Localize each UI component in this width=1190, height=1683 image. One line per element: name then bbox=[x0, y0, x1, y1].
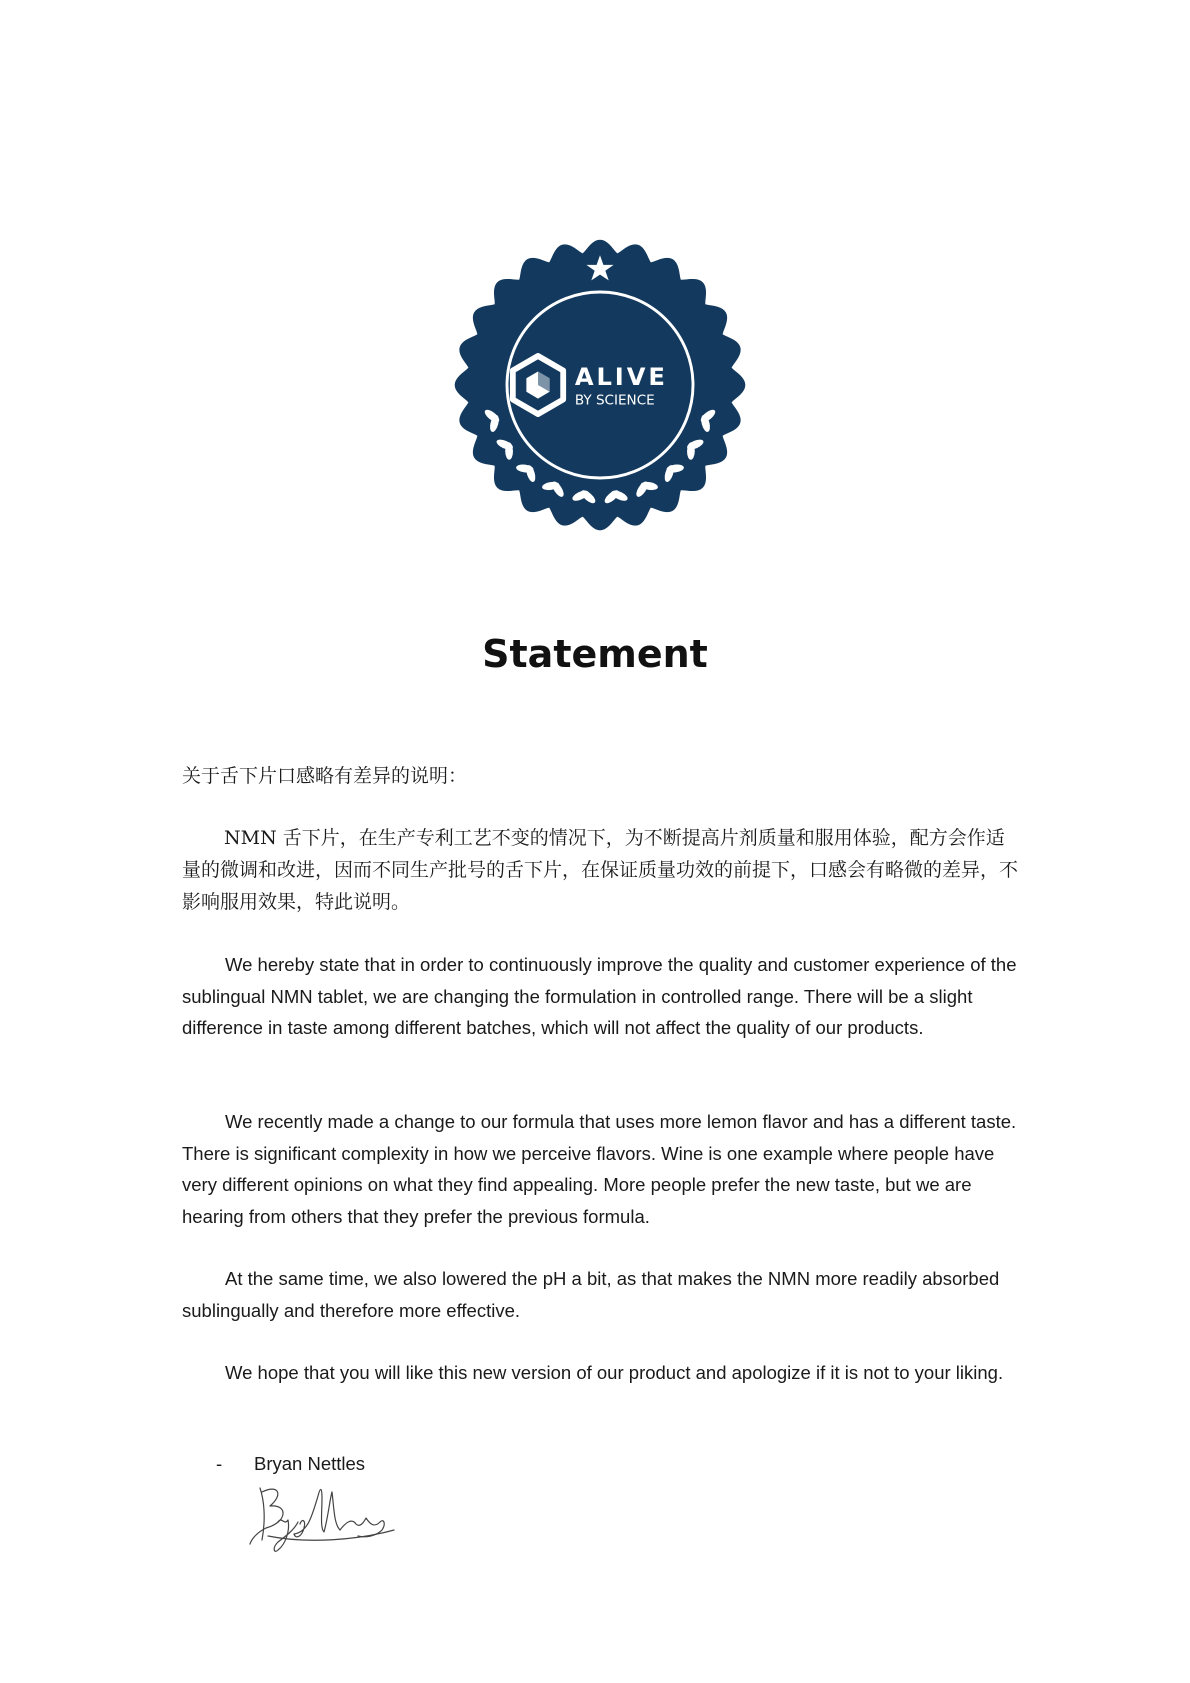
english-paragraph-4: We hope that you will like this new version of our product and apologize if it is not to your liking. bbox=[225, 1362, 1004, 1383]
signer-name: Bryan Nettles bbox=[254, 1453, 366, 1474]
brand-name-text: ALIVE bbox=[574, 363, 668, 391]
handwritten-signature bbox=[248, 1478, 398, 1558]
alive-by-science-seal-logo bbox=[445, 230, 755, 540]
signoff-dash: - bbox=[216, 1453, 223, 1474]
chinese-heading: 关于舌下片口感略有差异的说明： bbox=[182, 765, 468, 787]
signoff-line bbox=[216, 1449, 365, 1479]
page-title: Statement bbox=[482, 632, 708, 676]
english-paragraph-1: We hereby state that in order to continuously improve the quality and customer experience of the sublingual NMN tablet, we are changing the formulation in controlled range. There will be a slight difference in taste among different batches, which will not affect the quality of our products. bbox=[182, 954, 1017, 1038]
chinese-paragraph: NMN 舌下片，在生产专利工艺不变的情况下，为不断提高片剂质量和服用体验，配方会作适量的微调和改进，因而不同生产批号的舌下片，在保证质量功效的前提下，口感会有略微的差异，不影响服用效果，特此说明。 bbox=[182, 827, 1019, 913]
brand-tagline-text: BY SCIENCE bbox=[574, 392, 655, 409]
english-paragraph-3: At the same time, we also lowered the pH a bit, as that makes the NMN more readily absorbed sublingually and therefore more effective. bbox=[182, 1268, 1000, 1321]
english-paragraph-2: We recently made a change to our formula that uses more lemon flavor and has a different taste. There is significant complexity in how we perceive flavors. Wine is one example where people have very different opinions on what they find appealing. More people prefer the new taste, but we are hearing from others that they prefer the previous formula. bbox=[182, 1111, 1017, 1227]
